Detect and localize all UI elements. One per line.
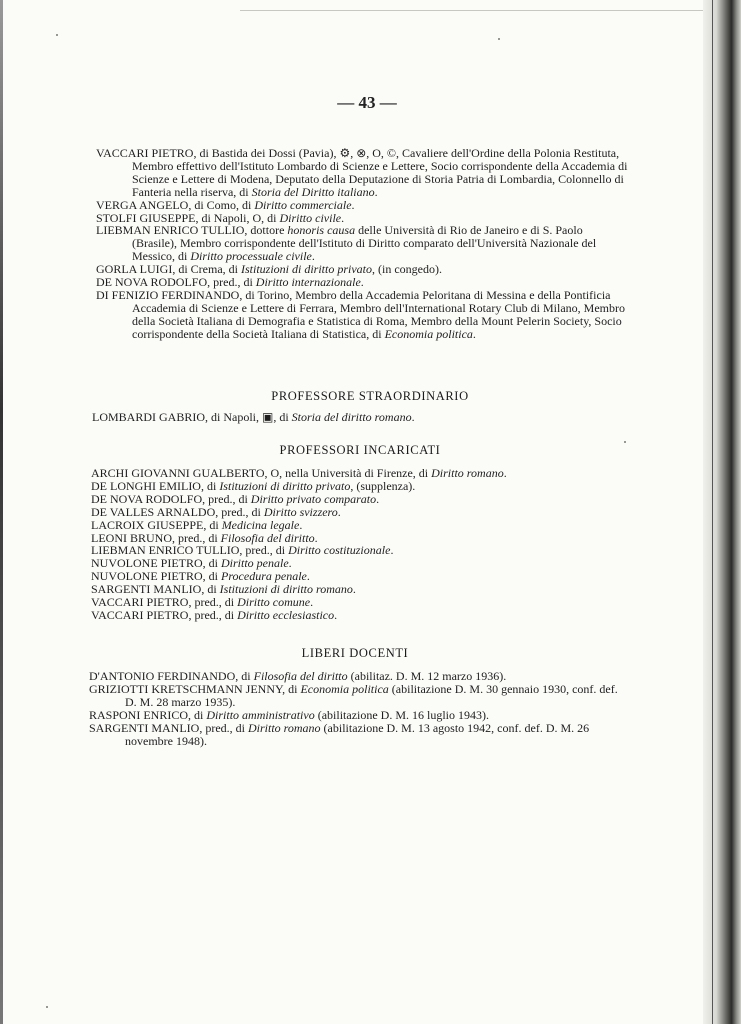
entry-text: .	[352, 582, 356, 597]
entry-text: .	[311, 249, 315, 264]
heading-liberi-docenti: LIBERI DOCENTI	[301, 646, 409, 660]
entry-subject: Storia del Diritto italiano	[251, 184, 375, 199]
entry-text: (abilitaz. D. M. 12 marzo 1936).	[347, 669, 507, 683]
entry-text: VACCARI PIETRO, di Bastida dei Dossi (Pavia), ⚙, ⊗, O, ©, Cavaliere dell'Ordine della Polonia Restituta, Membro effettivo dell'Istituto Lombardo di Scienze e Lettere, Socio corrispondente della Accademia di Scienze e Lettere di Modena, Deputato della Deputazione di Storia Patria di Lombardia, Colonnello di Fanteria nella riserva, di	[96, 146, 628, 199]
entry-subject: Medicina legale	[221, 517, 300, 532]
entry-text: .	[341, 210, 345, 225]
entry-text: DE VALLES ARNALDO, pred., di	[91, 504, 264, 519]
entry-text: delle Università di Rio de Janeiro e di S. Paolo (Brasile), Membro corrispondente dell'Istituto di Diritto comparato dell'Università Nazionale del Messico, di	[132, 223, 597, 264]
binding-shadow-line	[712, 0, 713, 1024]
entry-text: SARGENTI MANLIO, di	[91, 582, 220, 597]
entry-text: DE NOVA RODOLFO, pred., di	[91, 491, 251, 506]
entry-text: STOLFI GIUSEPPE, di Napoli, O, di	[96, 210, 280, 225]
entry-subject: Filosofia del diritto	[220, 530, 315, 545]
entry-subject: Diritto romano	[247, 720, 321, 735]
list-entry	[91, 609, 631, 622]
entry-text: .	[374, 184, 378, 199]
entry-text: DE NOVA RODOLFO, pred., di	[96, 275, 256, 290]
entry-text: DE LONGHI EMILIO, di	[91, 478, 220, 493]
entry-subject: Diritto penale	[221, 556, 289, 571]
entry-text: .	[351, 197, 355, 212]
entry-text: D'ANTONIO FERDINANDO, di	[89, 669, 254, 683]
list-entry	[96, 289, 630, 341]
entry-text: .	[306, 569, 310, 584]
list-entry	[96, 147, 630, 199]
entry-subject: honoris causa	[287, 223, 356, 238]
entry-text: LIEBMAN ENRICO TULLIO, dottore	[96, 223, 288, 238]
entry-text: .	[314, 530, 318, 545]
entry-text: .	[411, 410, 415, 424]
scan-top-line	[240, 10, 703, 11]
entry-subject: Diritto civile	[279, 210, 342, 225]
entry-subject: Storia del diritto romano	[291, 410, 412, 424]
entry-subject: Procedura penale	[221, 569, 307, 584]
entry-text: LOMBARDI GABRIO, di Napoli, ▣, di	[92, 410, 292, 424]
entry-text: .	[299, 517, 303, 532]
entry-text: LEONI BRUNO, pred., di	[91, 530, 221, 545]
entry-text: VACCARI PIETRO, pred., di	[91, 595, 238, 610]
entry-subject: Diritto amministrativo	[206, 707, 315, 722]
incaricati-list	[91, 467, 631, 622]
heading-professore-straordinario: PROFESSORE STRAORDINARIO	[271, 389, 469, 403]
entry-text: GRIZIOTTI KRETSCHMANN JENNY, di	[89, 681, 301, 696]
entry-subject: Economia politica	[300, 681, 389, 696]
scan-speck	[56, 34, 58, 36]
page-left-edge	[0, 0, 3, 1024]
entry-subject: Filosofia del diritto	[253, 669, 348, 683]
entry-text: .	[390, 543, 394, 558]
entry-text: , (in congedo).	[372, 262, 442, 277]
entry-subject: Istituzioni di diritto privato	[240, 262, 372, 277]
list-entry	[89, 722, 629, 748]
entry-text: LIEBMAN ENRICO TULLIO, pred., di	[91, 543, 289, 558]
entry-subject: Diritto processuale civile	[190, 249, 312, 264]
entry-text: SARGENTI MANLIO, pred., di	[89, 720, 248, 735]
entry-text: , (supplenza).	[350, 478, 416, 493]
entry-subject: Diritto svizzero	[263, 504, 338, 519]
list-entry	[89, 683, 629, 709]
entry-subject: Diritto costituzionale	[288, 543, 391, 558]
entry-text: ARCHI GIOVANNI GUALBERTO, O, nella Università di Firenze, di	[91, 466, 432, 480]
entry-text: .	[337, 504, 341, 519]
entry-text: .	[334, 607, 338, 622]
entry-text: DI FENIZIO FERDINANDO, di Torino, Membro della Accademia Peloritana di Messina e della Pontificia Accademia di Scienze e Lettere di Ferrara, Membro dell'International Rotary Club di Milano, Membro della Società Italiana di Demografia e Statistica di Roma, Membro della Mount Pelerin Society, Socio corrispondente della Società Italiana di Statistica, di	[96, 287, 625, 341]
liberi-docenti-list	[89, 670, 629, 747]
entry-text: VACCARI PIETRO, pred., di	[91, 607, 238, 622]
scan-speck	[498, 38, 500, 40]
entry-subject: Diritto internazionale	[255, 275, 361, 290]
scan-speck	[624, 441, 626, 443]
entry-text: NUVOLONE PIETRO, di	[91, 569, 221, 584]
entry-text: NUVOLONE PIETRO, di	[91, 556, 221, 571]
entry-text: RASPONI ENRICO, di	[89, 707, 207, 722]
entry-subject: Istituzioni di diritto privato	[219, 478, 351, 493]
entry-text: .	[376, 491, 380, 506]
entry-text: (abilitazione D. M. 13 agosto 1942, conf. def. D. M. 26 novembre 1948).	[125, 720, 590, 748]
list-entry	[96, 224, 630, 263]
entry-text: .	[310, 595, 314, 610]
list-entry	[92, 411, 632, 424]
entry-subject: Diritto privato comparato	[250, 491, 377, 506]
entry-text: .	[472, 326, 476, 341]
entry-text: VERGA ANGELO, di Como, di	[96, 197, 255, 212]
entry-subject: Diritto comune	[237, 595, 311, 610]
entry-text: (abilitazione D. M. 30 gennaio 1930, conf. def. D. M. 28 marzo 1935).	[125, 681, 618, 709]
entry-subject: Diritto romano	[431, 466, 504, 480]
entry-text: .	[503, 466, 507, 480]
entry-subject: Diritto commerciale	[254, 197, 352, 212]
entry-text: .	[288, 556, 292, 571]
entry-subject: Diritto ecclesiastico	[237, 607, 335, 622]
page-number: — 43 —	[337, 93, 397, 112]
straordinario-list	[92, 411, 632, 424]
entry-subject: Economia politica	[384, 326, 473, 341]
heading-professori-incaricati: PROFESSORI INCARICATI	[279, 443, 441, 457]
entry-text: (abilitazione D. M. 16 luglio 1943).	[314, 707, 490, 722]
entry-text: GORLA LUIGI, di Crema, di	[96, 262, 241, 277]
entry-text: .	[360, 275, 364, 290]
page-binding-edge	[703, 0, 741, 1024]
entry-text: LACROIX GIUSEPPE, di	[91, 517, 222, 532]
scan-speck	[46, 1006, 48, 1008]
entry-subject: Istituzioni di diritto romano	[219, 582, 353, 597]
ordinary-professors-list	[96, 147, 630, 341]
